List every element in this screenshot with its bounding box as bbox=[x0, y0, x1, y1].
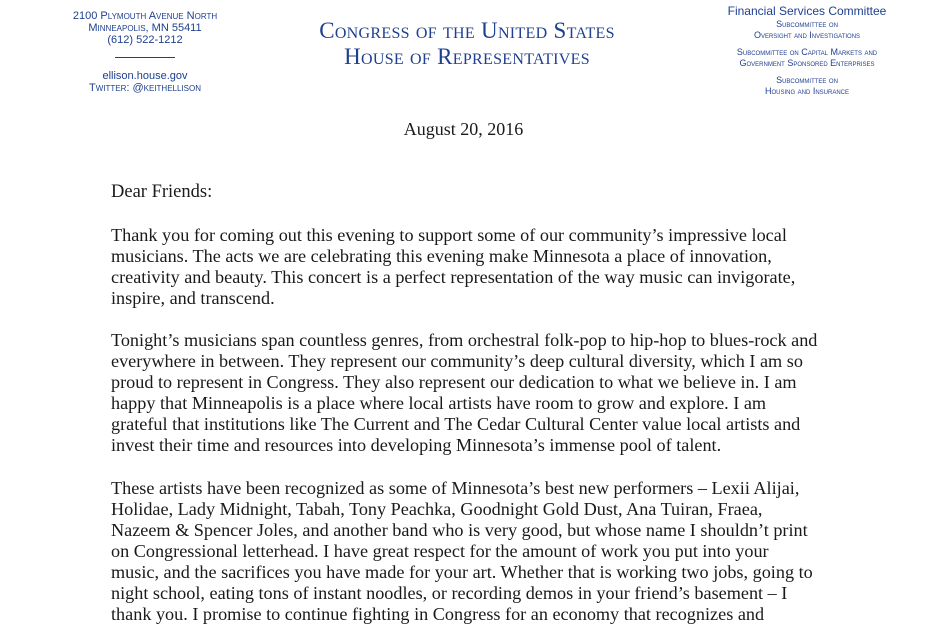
paragraph-line: These artists have been recognized as some of Minnesota’s best new performers – Lexii Alijai, bbox=[111, 478, 800, 498]
paragraph-3 bbox=[111, 478, 831, 625]
paragraph-2 bbox=[111, 330, 831, 456]
letterhead-title bbox=[262, 18, 672, 70]
subcommittee-1-line-1: Subcommittee on bbox=[776, 19, 838, 29]
subcommittee-3-line-1: Subcommittee on bbox=[776, 75, 838, 85]
paragraph-line: music, and the sacrifices you have made for your art. Whether that is working two jobs, going to bbox=[111, 562, 813, 582]
address-phone: (612) 522-1212 bbox=[107, 34, 183, 46]
paragraph-line: Tonight’s musicians span countless genres, from orchestral folk-pop to hip-hop to blues-rock and bbox=[111, 330, 818, 350]
paragraph-line: musicians. The acts we are celebrating this evening make Minnesota a place of innovation, bbox=[111, 246, 772, 266]
website: ellison.house.gov bbox=[102, 70, 188, 82]
salutation: Dear Friends: bbox=[111, 182, 213, 202]
paragraph-line: proud to represent in Congress. They also represent our dedication to what we believe in. I am bbox=[111, 372, 797, 392]
paragraph-line: Holidae, Lady Midnight, Tabah, Tony Peachka, Goodnight Gold Dust, Ana Tuiran, Fraea, bbox=[111, 499, 763, 519]
paragraph-line: happy that Minneapolis is a place where local artists have room to grow and explore. I am bbox=[111, 393, 767, 413]
address-city: Minneapolis, MN 55411 bbox=[88, 22, 202, 34]
paragraph-1 bbox=[111, 225, 831, 309]
paragraph-line: Nazeem & Spencer Joles, and another band who is very good, but whose name I shouldn’t print bbox=[111, 520, 808, 540]
subcommittee-1-line-2: Oversight and Investigations bbox=[753, 30, 861, 40]
subcommittee-1 bbox=[692, 19, 922, 41]
paragraph-line: inspire, and transcend. bbox=[111, 288, 275, 308]
subcommittee-3-line-2: Housing and Insurance bbox=[764, 86, 849, 96]
subcommittee-3 bbox=[692, 75, 922, 97]
paragraph-line: night school, eating tons of instant noodles, or recording demos in your friend’s basement – I bbox=[111, 583, 788, 603]
title-line-2: House of Representatives bbox=[344, 44, 590, 69]
paragraph-line: thank you. I promise to continue fighting in Congress for an economy that recognizes and bbox=[111, 604, 765, 624]
paragraph-line: grateful that institutions like The Current and The Cedar Cultural Center value local artists and bbox=[111, 414, 801, 434]
subcommittee-2-line-2: Government Sponsored Enterprises bbox=[739, 58, 875, 68]
paragraph-line: invest their time and resources into developing Minnesota’s immense pool of talent. bbox=[111, 435, 722, 455]
paragraph-line: everywhere in between. They represent our community’s deep cultural diversity, which I am so bbox=[111, 351, 803, 371]
subcommittee-2-line-1: Subcommittee on Capital Markets and bbox=[736, 47, 878, 57]
paragraph-line: creativity and beauty. This concert is a perfect representation of the way music can invigorate, bbox=[111, 267, 796, 287]
letter-date: August 20, 2016 bbox=[403, 119, 524, 139]
subcommittee-2 bbox=[692, 47, 922, 69]
committee-block bbox=[692, 4, 922, 97]
paragraph-line: Thank you for coming out this evening to support some of our community’s impressive local bbox=[111, 225, 787, 245]
paragraph-line: on Congressional letterhead. I have great respect for the amount of work you put into your bbox=[111, 541, 769, 561]
twitter-handle: Twitter: @keithellison bbox=[88, 82, 201, 94]
return-address bbox=[60, 10, 230, 94]
committee-name: Financial Services Committee bbox=[727, 4, 887, 18]
address-divider bbox=[115, 57, 175, 58]
title-line-1: Congress of the United States bbox=[319, 18, 615, 43]
address-street: 2100 Plymouth Avenue North bbox=[72, 10, 218, 22]
